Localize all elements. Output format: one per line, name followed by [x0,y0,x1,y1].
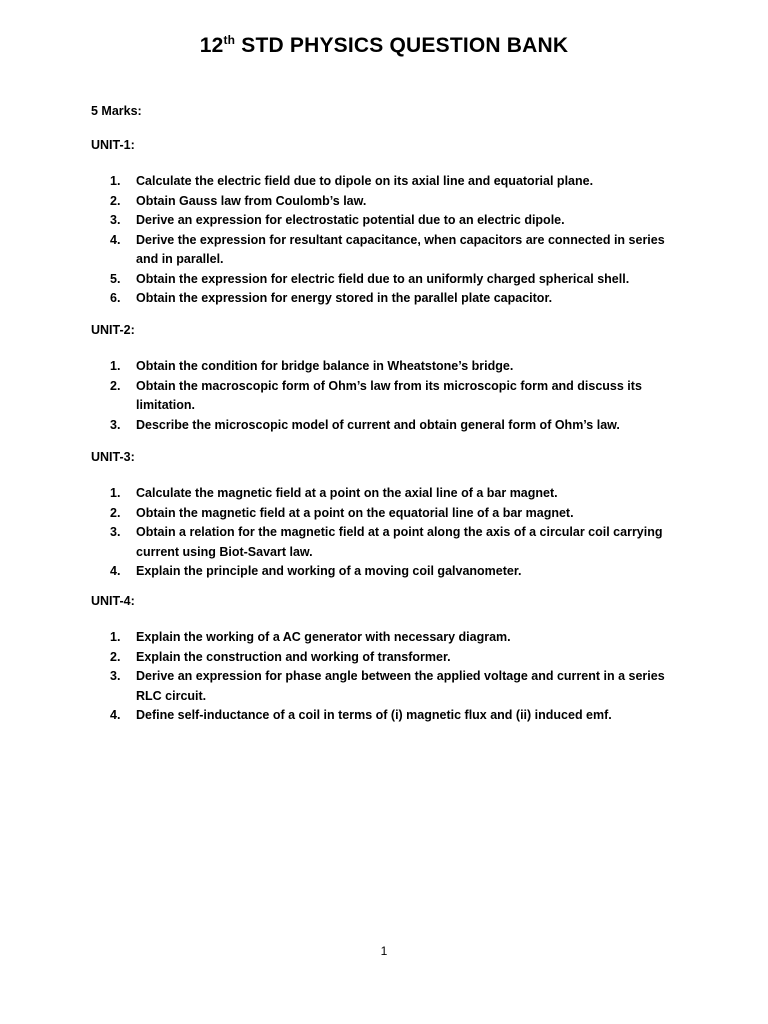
question-text: Derive an expression for phase angle between the applied voltage and current in a series RLC circuit. [136,669,665,703]
question-text: Obtain the magnetic field at a point on the equatorial line of a bar magnet. [136,505,574,520]
unit-heading: UNIT-4: [91,594,135,608]
question-number: 2. [110,649,121,664]
question-item [91,667,676,706]
question-item [91,628,676,648]
question-number: 2. [110,193,121,208]
title-superscript: th [223,33,236,47]
question-number: 1. [110,630,121,644]
question-item [91,706,676,726]
unit-section-4 [91,594,711,726]
question-number: 5. [110,271,121,286]
question-text: Obtain a relation for the magnetic field at a point along the axis of a circular coil carrying current using Biot-Savart law. [136,525,663,559]
question-number: 6. [110,291,121,305]
question-item [91,416,676,436]
question-item [91,504,676,524]
question-item [91,270,676,290]
unit-section-2 [91,323,711,435]
unit-heading: UNIT-1: [91,138,135,152]
question-item [91,357,676,377]
page-number: 1 [380,944,388,958]
unit-section-1 [91,138,711,309]
question-text: Derive an expression for electrostatic potential due to an electric dipole. [136,213,565,227]
question-text: Define self-inductance of a coil in terms of (i) magnetic flux and (ii) induced emf. [136,708,612,722]
question-number: 2. [110,505,121,520]
question-number: 1. [110,359,121,373]
question-number: 4. [110,232,121,247]
question-item [91,172,676,192]
question-number: 3. [110,417,121,432]
question-number: 3. [110,669,121,683]
page-title [0,34,768,58]
question-item [91,231,676,270]
question-item [91,648,676,668]
question-list [91,628,711,726]
question-text: Describe the microscopic model of current and obtain general form of Ohm’s law. [136,417,620,432]
question-list [91,357,711,435]
question-text: Explain the principle and working of a moving coil galvanometer. [136,564,522,578]
question-number: 3. [110,525,121,539]
question-text: Obtain the expression for electric field due to an uniformly charged spherical shell. [136,271,630,286]
question-number: 1. [110,174,121,188]
title-text: STD PHYSICS QUESTION BANK [235,34,569,57]
title-number: 12 [199,34,224,57]
marks-label: 5 Marks: [91,104,142,118]
question-text: Explain the working of a AC generator with necessary diagram. [136,630,511,644]
question-number: 4. [110,708,121,722]
question-text: Calculate the electric field due to dipole on its axial line and equatorial plane. [136,174,594,188]
question-list [91,484,711,582]
question-text: Obtain the macroscopic form of Ohm’s law from its microscopic form and discuss its limitation. [136,378,642,412]
question-number: 2. [110,378,121,393]
unit-heading: UNIT-2: [91,323,135,337]
unit-section-3 [91,450,711,582]
question-item [91,192,676,212]
question-text: Derive the expression for resultant capacitance, when capacitors are connected in series and in parallel. [136,232,665,266]
unit-heading: UNIT-3: [91,450,135,464]
question-item [91,484,676,504]
question-text: Explain the construction and working of transformer. [136,649,451,664]
question-item [91,377,676,416]
question-number: 3. [110,213,121,227]
question-text: Calculate the magnetic field at a point on the axial line of a bar magnet. [136,486,558,500]
question-number: 4. [110,564,121,578]
question-list [91,172,711,309]
question-item [91,289,676,309]
question-item [91,562,676,582]
question-text: Obtain the condition for bridge balance in Wheatstone’s bridge. [136,359,514,373]
question-text: Obtain the expression for energy stored in the parallel plate capacitor. [136,291,553,305]
question-item [91,523,676,562]
question-number: 1. [110,486,121,500]
question-text: Obtain Gauss law from Coulomb’s law. [136,193,367,208]
question-item [91,211,676,231]
